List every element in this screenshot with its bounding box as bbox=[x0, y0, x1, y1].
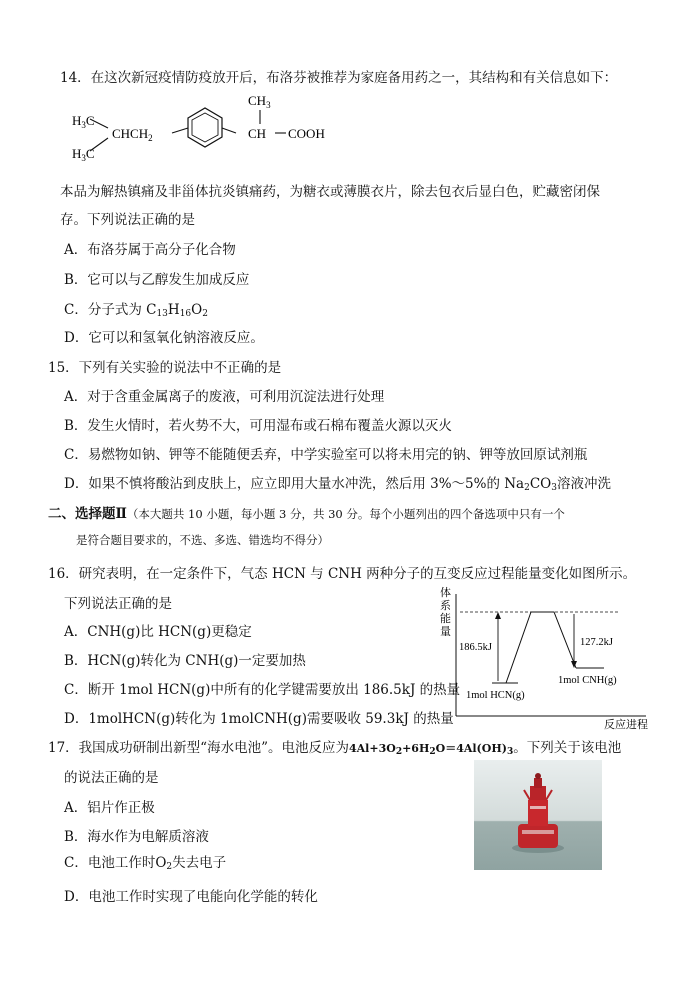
q17-option-b: B．海水作为电解质溶液 bbox=[64, 829, 209, 845]
q14-option-c: C．分子式为 $C_{13}H_{16}O_2$ bbox=[64, 302, 208, 319]
q14-option-b: B．它可以与乙醇发生加成反应 bbox=[64, 272, 250, 288]
ibuprofen-structure bbox=[68, 88, 348, 168]
energy-label-186: 186.5kJ bbox=[459, 642, 492, 653]
ch-label: CH bbox=[248, 126, 267, 141]
q15-option-c: C．易燃物如钠、钾等不能随便丢弃，中学实验室可以将未用完的钠、钾等放回原试剂瓶 bbox=[64, 447, 588, 463]
q17-option-d: D．电池工作时实现了电能向化学能的转化 bbox=[64, 889, 318, 905]
q17-stem-b: 。下列关于该电池 bbox=[513, 740, 622, 756]
q14-stem: 14．在这次新冠疫情防疫放开后，布洛芬被推荐为家庭备用药之一，其结构和有关信息如下： bbox=[60, 70, 618, 86]
h3c-upper-label: $H_3C$ bbox=[72, 113, 95, 130]
y-axis-char-3: 能 bbox=[440, 613, 451, 625]
sea-buoy-photo bbox=[474, 760, 602, 870]
chch2-label: $CHCH_2$ bbox=[112, 126, 153, 143]
q14-desc-2: 存。下列说法正确的是 bbox=[60, 212, 195, 228]
q14-option-a: A．布洛芬属于高分子化合物 bbox=[64, 242, 236, 258]
q15-option-b: B．发生火情时，若火势不大，可用湿布或石棉布覆盖火源以灭火 bbox=[64, 418, 452, 434]
q17-equation: $4Al+3O_2+6H_2O=4Al(OH)_3$ bbox=[348, 742, 514, 757]
h3c-lower-label: $H_3C$ bbox=[72, 146, 95, 163]
q16-option-d: D．1molHCN(g)转化为 1molCNH(g)需要吸收 59.3kJ 的热量 bbox=[64, 711, 454, 727]
q14-desc-1: 本品为解热镇痛及非甾体抗炎镇痛药，为糖衣或薄膜衣片，除去包衣后显白色，贮藏密闭保 bbox=[60, 184, 600, 200]
q15-option-d: D．如果不慎将酸沾到皮肤上，应立即用大量水冲洗，然后用 3%～5%的 $Na_2CO_3$溶液冲洗 bbox=[64, 476, 611, 493]
section-2-title: 二、选择题Ⅱ bbox=[48, 506, 127, 522]
q16-option-a: A．CNH(g)比 HCN(g)更稳定 bbox=[64, 624, 252, 640]
section-2-note-2: 是符合题目要求的，不选、多选、错选均不得分） bbox=[76, 533, 329, 547]
y-axis-char-4: 量 bbox=[440, 626, 451, 638]
ch3-top-label: $CH_3$ bbox=[248, 93, 271, 110]
q16-stem: 16．研究表明，在一定条件下，气态 HCN 与 CNH 两种分子的互变反应过程能量变化如图所示。 bbox=[48, 566, 637, 582]
q16-option-c: C．断开 1mol HCN(g)中所有的化学键需要放出 186.5kJ 的热量 bbox=[64, 682, 461, 698]
q17-stem-2: 的说法正确的是 bbox=[64, 770, 159, 786]
y-axis-char-1: 体 bbox=[440, 587, 451, 599]
q17-stem-a: 17．我国成功研制出新型“海水电池”。电池反应为 bbox=[48, 740, 349, 756]
q14-option-d: D．它可以和氢氧化钠溶液反应。 bbox=[64, 330, 264, 346]
y-axis-char-2: 系 bbox=[440, 600, 451, 612]
q17-option-c: C．电池工作时$O_2$失去电子 bbox=[64, 855, 227, 872]
energy-diagram bbox=[436, 582, 650, 732]
q15-option-a: A．对于含重金属离子的废液，可利用沉淀法进行处理 bbox=[64, 389, 385, 405]
q17-stem bbox=[48, 736, 621, 757]
cooh-label: COOH bbox=[288, 126, 325, 141]
section-2-header bbox=[48, 502, 565, 522]
q15-stem: 15．下列有关实验的说法中不正确的是 bbox=[48, 360, 282, 376]
energy-label-127: 127.2kJ bbox=[580, 637, 613, 648]
reactant-label: 1mol HCN(g) bbox=[466, 690, 525, 701]
section-2-note-1: （本大题共 10 小题，每小题 3 分，共 30 分。每个小题列出的四个备选项中只有一个 bbox=[126, 507, 565, 521]
product-label: 1mol CNH(g) bbox=[558, 675, 617, 686]
q16-option-b: B．HCN(g)转化为 CNH(g)一定要加热 bbox=[64, 653, 306, 669]
x-axis-label: 反应进程 bbox=[604, 719, 648, 731]
q16-sub: 下列说法正确的是 bbox=[64, 596, 172, 612]
q17-option-a: A．铝片作正极 bbox=[64, 800, 155, 816]
